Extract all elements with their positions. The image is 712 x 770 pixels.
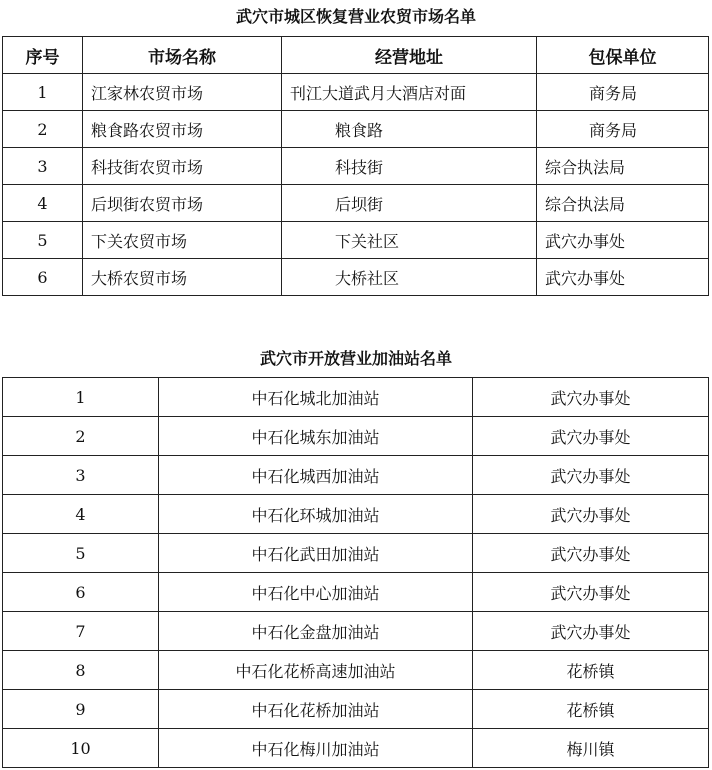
row-market-name: 科技街农贸市场 <box>83 148 282 185</box>
row-index: 6 <box>3 259 83 296</box>
row-unit: 武穴办事处 <box>473 456 709 495</box>
row-unit: 武穴办事处 <box>473 534 709 573</box>
market-list-title: 武穴市城区恢复营业农贸市场名单 <box>235 7 476 26</box>
table-row <box>3 729 709 768</box>
row-unit: 综合执法局 <box>537 148 709 185</box>
row-station-name: 中石化城西加油站 <box>159 456 473 495</box>
row-market-name: 粮食路农贸市场 <box>83 111 282 148</box>
row-address: 粮食路 <box>282 111 537 148</box>
row-index: 5 <box>3 222 83 259</box>
table-row <box>3 534 709 573</box>
table-row <box>3 222 709 259</box>
row-index: 3 <box>3 456 159 495</box>
row-address: 下关社区 <box>282 222 537 259</box>
row-address: 后坝街 <box>282 185 537 222</box>
row-station-name: 中石化城北加油站 <box>159 378 473 417</box>
row-unit: 综合执法局 <box>537 185 709 222</box>
row-market-name: 大桥农贸市场 <box>83 259 282 296</box>
row-index: 8 <box>3 651 159 690</box>
row-unit: 花桥镇 <box>473 690 709 729</box>
row-station-name: 中石化中心加油站 <box>159 573 473 612</box>
row-index: 4 <box>3 495 159 534</box>
header-index: 序号 <box>3 37 83 74</box>
station-table <box>2 377 709 768</box>
table-row <box>3 378 709 417</box>
row-index: 1 <box>3 74 83 111</box>
row-index: 10 <box>3 729 159 768</box>
header-market-name: 市场名称 <box>83 37 282 74</box>
row-unit: 武穴办事处 <box>473 417 709 456</box>
row-index: 5 <box>3 534 159 573</box>
table-row <box>3 74 709 111</box>
row-index: 3 <box>3 148 83 185</box>
row-station-name: 中石化武田加油站 <box>159 534 473 573</box>
market-table <box>2 36 709 296</box>
row-unit: 武穴办事处 <box>473 378 709 417</box>
row-station-name: 中石化花桥高速加油站 <box>159 651 473 690</box>
row-index: 2 <box>3 111 83 148</box>
row-address: 大桥社区 <box>282 259 537 296</box>
table-row <box>3 612 709 651</box>
row-station-name: 中石化梅川加油站 <box>159 729 473 768</box>
row-market-name: 后坝街农贸市场 <box>83 185 282 222</box>
header-address: 经营地址 <box>282 37 537 74</box>
row-station-name: 中石化花桥加油站 <box>159 690 473 729</box>
table-row <box>3 148 709 185</box>
table-row <box>3 259 709 296</box>
row-station-name: 中石化金盘加油站 <box>159 612 473 651</box>
table-row <box>3 495 709 534</box>
row-unit: 梅川镇 <box>473 729 709 768</box>
row-market-name: 下关农贸市场 <box>83 222 282 259</box>
header-unit: 包保单位 <box>537 37 709 74</box>
row-index: 9 <box>3 690 159 729</box>
table-row <box>3 690 709 729</box>
table-row <box>3 456 709 495</box>
row-index: 2 <box>3 417 159 456</box>
row-address: 科技街 <box>282 148 537 185</box>
row-unit: 商务局 <box>537 74 709 111</box>
row-unit: 武穴办事处 <box>473 495 709 534</box>
station-list-title: 武穴市开放营业加油站名单 <box>259 349 452 368</box>
row-unit: 武穴办事处 <box>537 222 709 259</box>
row-index: 1 <box>3 378 159 417</box>
table-row <box>3 417 709 456</box>
row-station-name: 中石化城东加油站 <box>159 417 473 456</box>
row-address: 刊江大道武月大酒店对面 <box>282 74 537 111</box>
market-header-row <box>3 37 709 74</box>
row-index: 6 <box>3 573 159 612</box>
row-unit: 武穴办事处 <box>473 573 709 612</box>
row-station-name: 中石化环城加油站 <box>159 495 473 534</box>
table-row <box>3 111 709 148</box>
table-row <box>3 651 709 690</box>
row-unit: 商务局 <box>537 111 709 148</box>
row-index: 7 <box>3 612 159 651</box>
row-index: 4 <box>3 185 83 222</box>
row-unit: 武穴办事处 <box>537 259 709 296</box>
row-market-name: 江家林农贸市场 <box>83 74 282 111</box>
row-unit: 武穴办事处 <box>473 612 709 651</box>
row-unit: 花桥镇 <box>473 651 709 690</box>
table-row <box>3 185 709 222</box>
table-row <box>3 573 709 612</box>
